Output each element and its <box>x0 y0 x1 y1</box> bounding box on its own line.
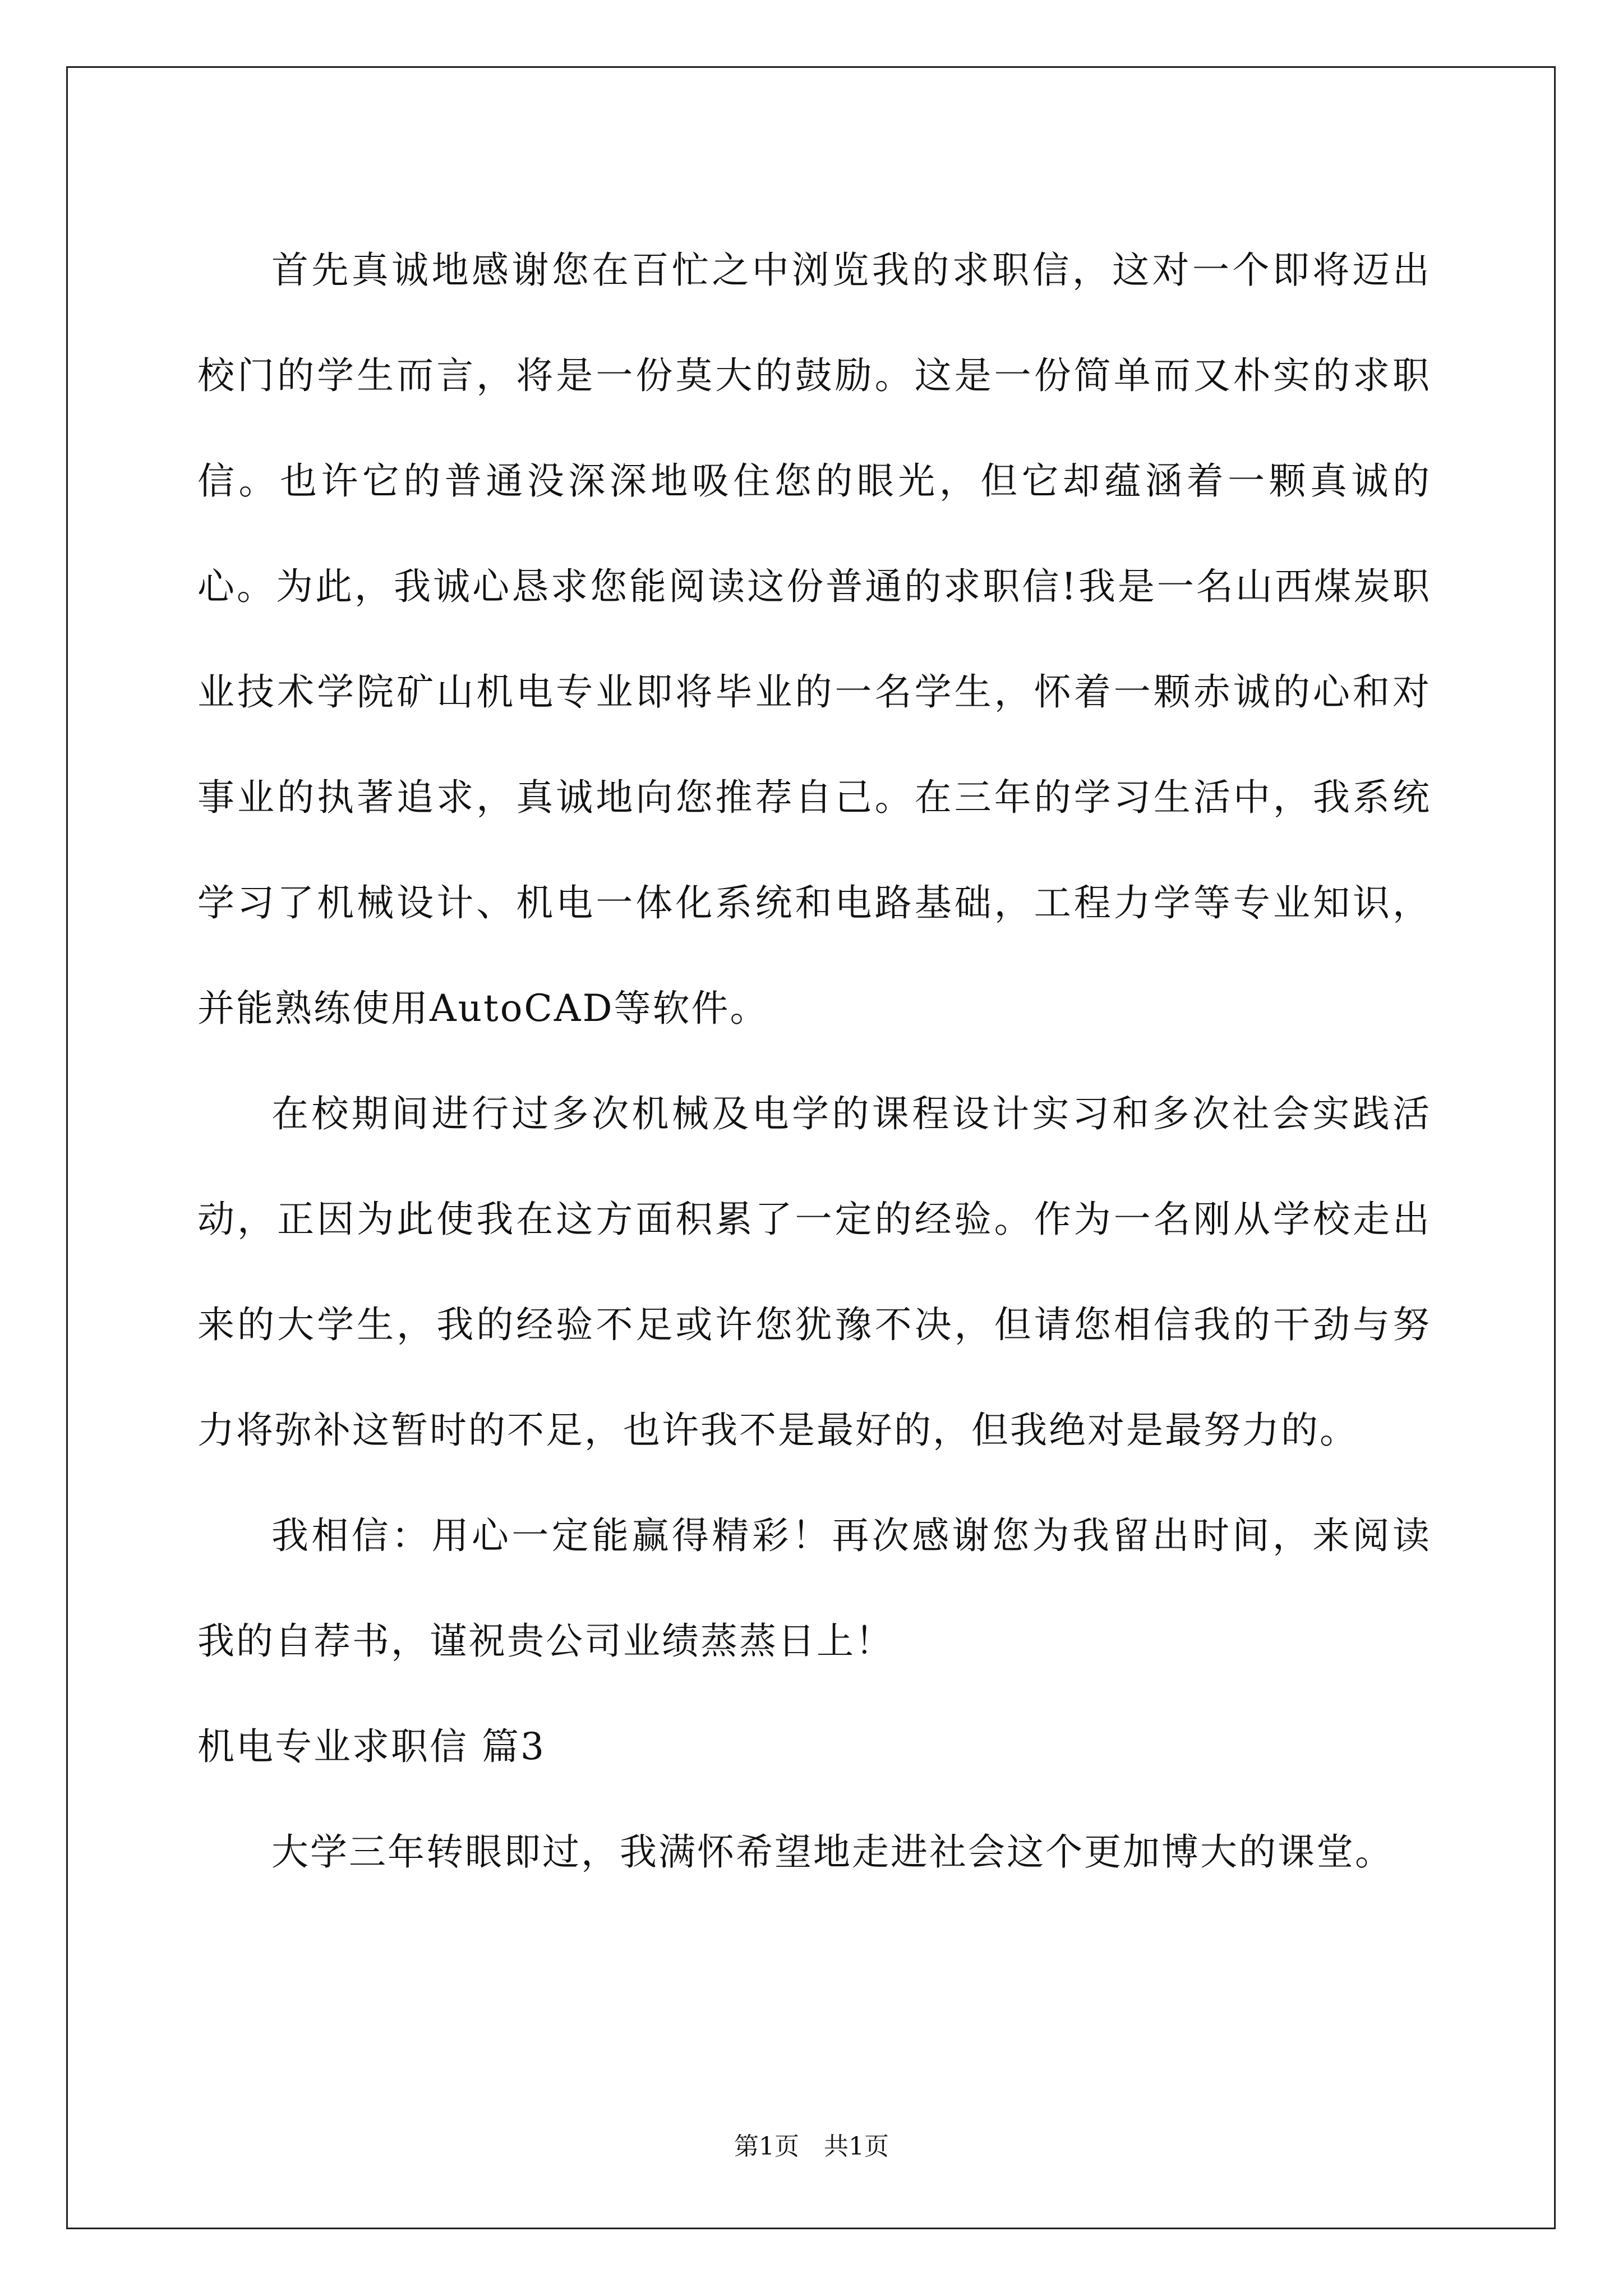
paragraph-4: 大学三年转眼即过，我满怀希望地走进社会这个更加博大的课堂。 <box>271 1830 1394 1874</box>
document-body <box>197 218 1431 1905</box>
paragraph-3: 我相信：用心一定能赢得精彩！再次感谢您为我留出时间，来阅读我的自荐书，谨祝贵公司业绩蒸蒸日上！ <box>197 1514 1431 1663</box>
page-number-footer: 第1页 共1页 <box>734 2132 889 2161</box>
section-heading: 机电专业求职信 篇3 <box>197 1725 546 1768</box>
paragraph-1: 首先真诚地感谢您在百忙之中浏览我的求职信，这对一个即将迈出校门的学生而言，将是一份莫大的鼓励。这是一份简单而又朴实的求职信。也许它的普通没深深地吸住您的眼光，但它却蕴涵着一颗真诚的心。为此，我诚心恳求您能阅读这份普通的求职信!我是一名山西煤炭职业技术学院矿山机电专业即将毕业的一名学生，怀着一颗赤诚的心和对事业的执著追求，真诚地向您推荐自己。在三年的学习生活中，我系统学习了机械设计、机电一体化系统和电路基础，工程力学等专业知识，并能熟练使用AutoCAD等软件。 <box>197 249 1431 1030</box>
paragraph-2: 在校期间进行过多次机械及电学的课程设计实习和多次社会实践活动，正因为此使我在这方面积累了一定的经验。作为一名刚从学校走出来的大学生，我的经验不足或许您犹豫不决，但请您相信我的干劲与努力将弥补这暂时的不足，也许我不是最好的，但我绝对是最努力的。 <box>197 1092 1431 1452</box>
